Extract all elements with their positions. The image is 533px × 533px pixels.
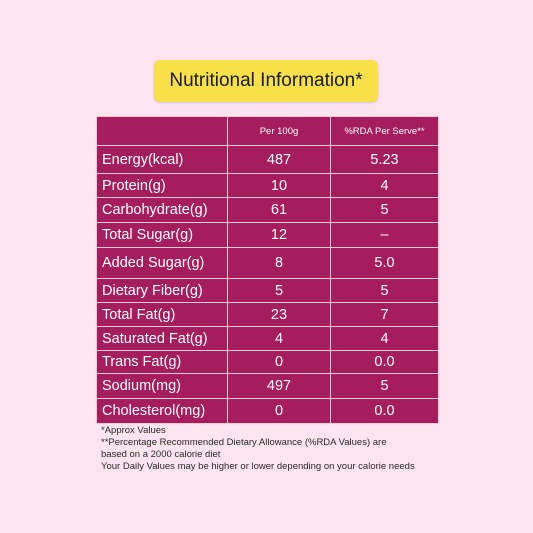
rda-value: 7 xyxy=(331,303,439,327)
nutrient-name: Trans Fat(g) xyxy=(97,351,228,374)
per100g-value: 10 xyxy=(228,174,331,198)
table-row xyxy=(97,146,439,174)
rda-value: 5.23 xyxy=(331,146,439,174)
nutrition-table xyxy=(96,116,439,424)
nutrient-name: Cholesterol(mg) xyxy=(97,399,228,424)
header-cell-nutrient xyxy=(97,117,228,146)
table-header-row xyxy=(97,117,439,146)
per100g-value: 0 xyxy=(228,399,331,424)
footnote-rda-basis: based on a 2000 calorie diet xyxy=(101,449,221,460)
table-row xyxy=(97,248,439,279)
table-row xyxy=(97,327,439,351)
per100g-value: 0 xyxy=(228,351,331,374)
per100g-value: 5 xyxy=(228,279,331,303)
per100g-value: 487 xyxy=(228,146,331,174)
nutrient-name: Total Sugar(g) xyxy=(97,223,228,248)
rda-value: 4 xyxy=(331,174,439,198)
table-row xyxy=(97,374,439,399)
nutrient-name: Carbohydrate(g) xyxy=(97,198,228,223)
nutrient-name: Saturated Fat(g) xyxy=(97,327,228,351)
table-row xyxy=(97,279,439,303)
nutrient-name: Added Sugar(g) xyxy=(97,248,228,279)
table-row xyxy=(97,223,439,248)
table-row xyxy=(97,399,439,424)
per100g-value: 12 xyxy=(228,223,331,248)
footnote-daily-values: Your Daily Values may be higher or lower depending on your calorie needs xyxy=(101,461,415,472)
footnotes xyxy=(101,425,521,473)
title-badge xyxy=(154,60,378,102)
rda-value: 5 xyxy=(331,374,439,399)
rda-value: – xyxy=(331,223,439,248)
table-row xyxy=(97,351,439,374)
rda-value: 5 xyxy=(331,198,439,223)
per100g-value: 23 xyxy=(228,303,331,327)
rda-value: 4 xyxy=(331,327,439,351)
rda-value: 5 xyxy=(331,279,439,303)
rda-value: 0.0 xyxy=(331,351,439,374)
nutrient-name: Energy(kcal) xyxy=(97,146,228,174)
per100g-value: 4 xyxy=(228,327,331,351)
per100g-value: 8 xyxy=(228,248,331,279)
rda-value: 5.0 xyxy=(331,248,439,279)
footnote-rda: **Percentage Recommended Dietary Allowance (%RDA Values) are xyxy=(101,437,387,448)
nutrient-name: Sodium(mg) xyxy=(97,374,228,399)
page-title: Nutritional Information* xyxy=(169,70,363,91)
per100g-value: 497 xyxy=(228,374,331,399)
table-row xyxy=(97,198,439,223)
per100g-value: 61 xyxy=(228,198,331,223)
table-row xyxy=(97,174,439,198)
header-cell-per100g: Per 100g xyxy=(228,117,331,146)
footnote-approx: *Approx Values xyxy=(101,425,166,436)
header-cell-rda: %RDA Per Serve** xyxy=(331,117,439,146)
rda-value: 0.0 xyxy=(331,399,439,424)
nutrient-name: Total Fat(g) xyxy=(97,303,228,327)
nutrient-name: Dietary Fiber(g) xyxy=(97,279,228,303)
nutrient-name: Protein(g) xyxy=(97,174,228,198)
table-row xyxy=(97,303,439,327)
